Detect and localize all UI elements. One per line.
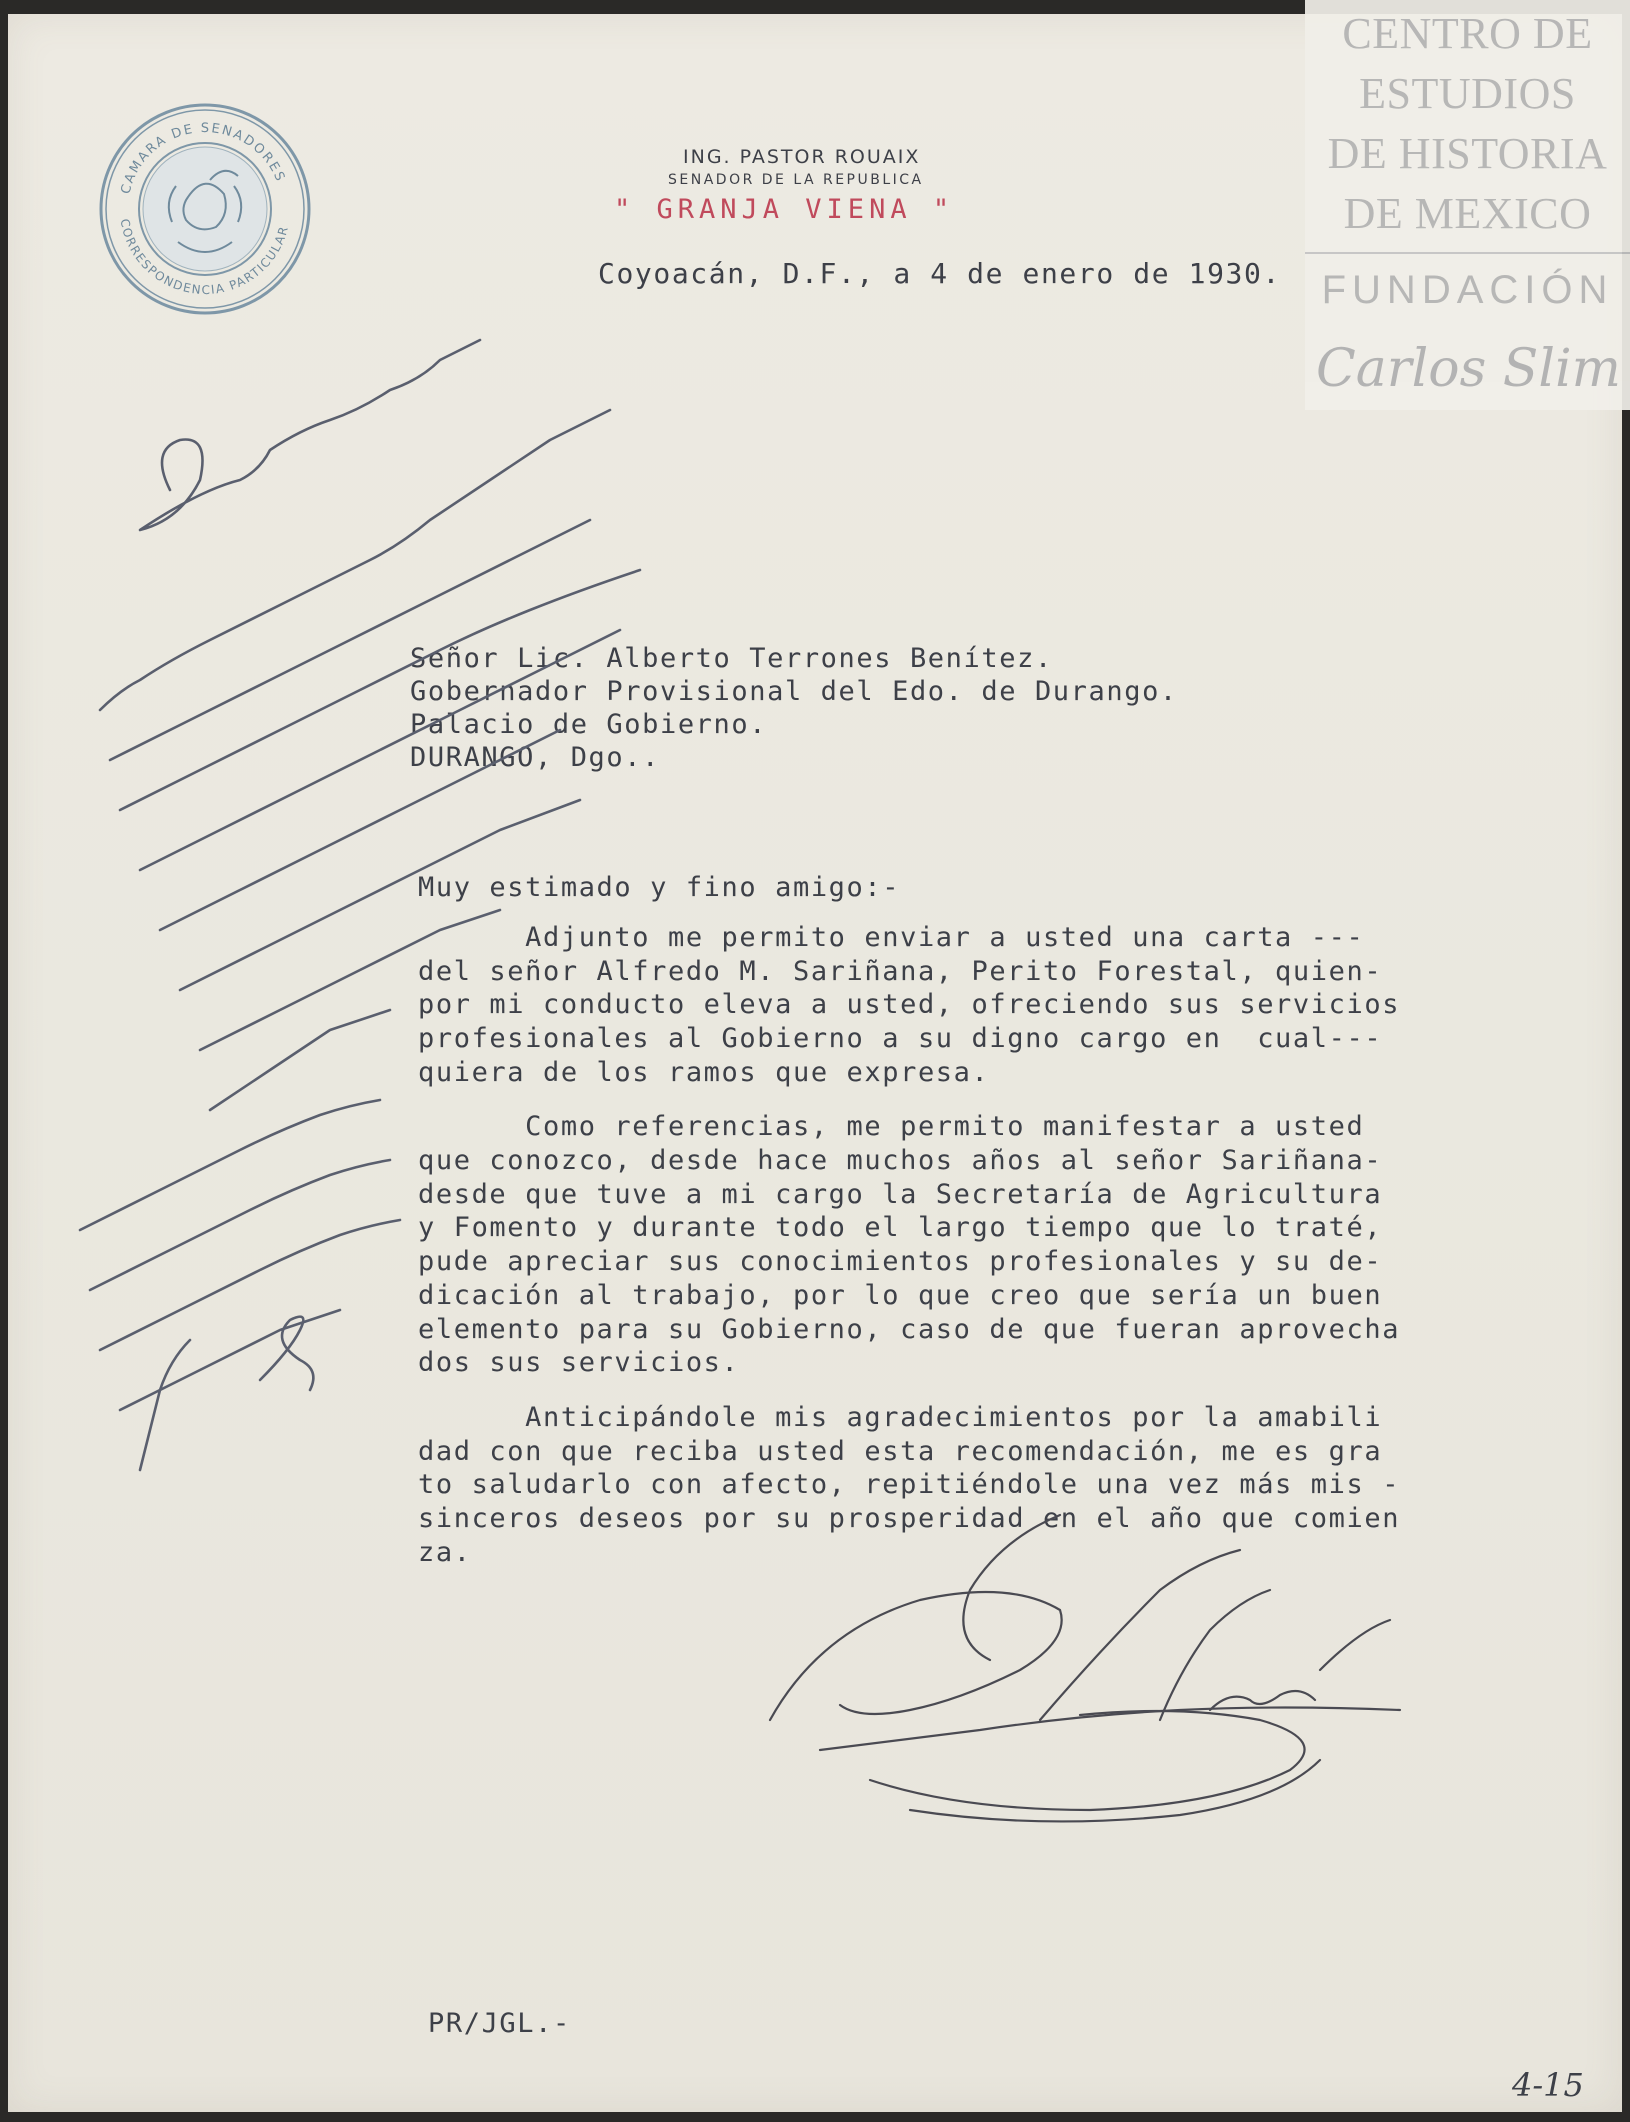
typist-initials: PR/JGL.- [428, 2008, 571, 2039]
handwritten-margin-note [60, 330, 800, 1490]
page-number: 4-15 [1512, 2066, 1584, 2104]
body-line: profesionales al Gobierno a su digno cargo en cual--- [418, 1023, 1383, 1054]
letterhead-estate: " GRANJA VIENA " [614, 194, 955, 225]
svg-text:CORRESPONDENCIA PARTICULAR: CORRESPONDENCIA PARTICULAR [117, 217, 292, 298]
handwritten-signature [760, 1510, 1410, 1830]
body-line: dos sus servicios. [418, 1347, 740, 1378]
body-line: to saludarlo con afecto, repitiéndole una vez más mis - [418, 1469, 1401, 1500]
watermark-line-1: CENTRO DE [1342, 9, 1593, 58]
body-line: que conozco, desde hace muchos años al señor Sariñana- [418, 1145, 1383, 1176]
recipient-line-1: Señor Lic. Alberto Terrones Benítez. [410, 643, 1053, 674]
body-line: por mi conducto eleva a usted, ofreciendo sus servicios [418, 989, 1401, 1020]
watermark-rule [1305, 252, 1630, 254]
body-line: Como referencias, me permito manifestar a usted [418, 1111, 1365, 1142]
watermark-line-2: ESTUDIOS [1359, 69, 1576, 118]
body-line: elemento para su Gobierno, caso de que fueran aprovecha [418, 1314, 1401, 1345]
recipient-line-3: Palacio de Gobierno. [410, 709, 768, 740]
salutation: Muy estimado y fino amigo:- [418, 872, 901, 903]
senate-seal-stamp [98, 102, 312, 316]
body-line: dicación al trabajo, por lo que creo que sería un buen [418, 1280, 1383, 1311]
body-line: y Fomento y durante todo el largo tiempo que lo traté, [418, 1212, 1383, 1243]
watermark-signature-text: Carlos Slim [1316, 339, 1621, 399]
watermark-foundation: FUNDACIÓN [1321, 268, 1614, 312]
body-line: quiera de los ramos que expresa. [418, 1057, 990, 1088]
recipient-line-2: Gobernador Provisional del Edo. de Durango. [410, 676, 1178, 707]
letterhead-name: ING. PASTOR ROUAIX [683, 146, 921, 168]
body-line: del señor Alfredo M. Sariñana, Perito Forestal, quien- [418, 956, 1383, 987]
watermark-line-4: DE MEXICO [1343, 189, 1592, 238]
body-line: pude apreciar sus conocimientos profesionales y su de- [418, 1246, 1383, 1277]
watermark-line-3: DE HISTORIA [1327, 129, 1608, 178]
watermark-signature-logo [1310, 330, 1630, 410]
svg-text:CAMARA DE SENADORES: CAMARA DE SENADORES [118, 120, 288, 196]
body-line: za. [418, 1537, 472, 1568]
body-line: sinceros deseos por su prosperidad en el año que comien [418, 1503, 1401, 1534]
date-line: Coyoacán, D.F., a 4 de enero de 1930. [598, 257, 1281, 290]
recipient-line-4: DURANGO, Dgo.. [410, 742, 660, 773]
body-line: Adjunto me permito enviar a usted una carta --- [418, 922, 1365, 953]
letterhead-title: SENADOR DE LA REPUBLICA [668, 172, 924, 188]
body-line: desde que tuve a mi cargo la Secretaría de Agricultura [418, 1179, 1383, 1210]
body-line: dad con que reciba usted esta recomendación, me es gra [418, 1436, 1383, 1467]
body-line: Anticipándole mis agradecimientos por la amabili [418, 1402, 1383, 1433]
